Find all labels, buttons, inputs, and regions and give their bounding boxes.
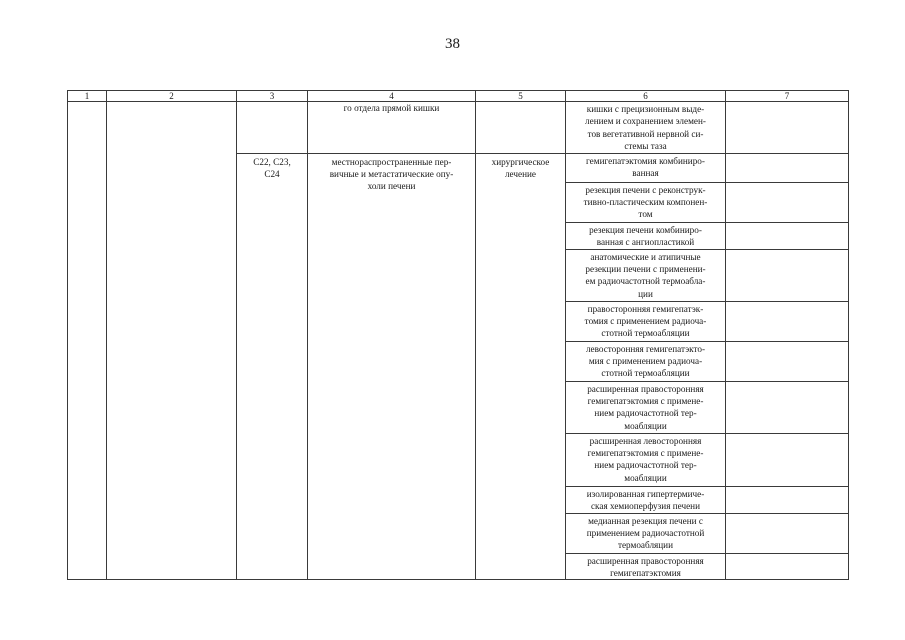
page-number: 38	[445, 36, 460, 52]
treatment-cell	[476, 153, 566, 580]
notes-cell	[726, 513, 849, 553]
method-cell	[566, 486, 726, 513]
method-text: медианная резекция печени с применением радиочастотной термоабляции	[586, 515, 705, 551]
diagnosis-text: местнораспространенные пер- вичные и метастатические опу- холи печени	[329, 156, 454, 192]
treatment-text: хирургическое лечение	[491, 156, 550, 180]
notes-cell	[726, 153, 849, 182]
diagnosis-text: го отдела прямой кишки	[343, 103, 440, 113]
method-text: изолированная гипертермиче- ская хемиоперфузия печени	[586, 488, 705, 512]
method-text: гемигепатэктомия комбиниро- ванная	[586, 155, 705, 179]
notes-cell	[726, 301, 849, 341]
header-cell: 4	[308, 91, 476, 102]
method-text: резекция печени с реконструк- тивно-пластическим компонен- том	[583, 184, 708, 220]
method-text: резекция печени комбиниро- ванная с ангиопластикой	[589, 224, 702, 248]
col2-cell	[107, 102, 237, 580]
codes-cell	[237, 153, 308, 580]
col1-cell	[68, 102, 107, 580]
treatment-table	[67, 90, 849, 580]
codes-cell-continued	[237, 102, 308, 154]
codes-text: C22, C23, C24	[253, 156, 291, 180]
method-text: анатомические и атипичные резекции печени с применени- ем радиочастотной термоабла- ции	[585, 251, 706, 299]
header-cell: 3	[237, 91, 308, 102]
header-cell: 7	[726, 91, 849, 102]
notes-cell	[726, 249, 849, 301]
treatment-cell-continued	[476, 102, 566, 154]
method-cell	[566, 553, 726, 580]
method-cell	[566, 102, 726, 154]
method-text: кишки с прецизионным выде- лением и сохранением элемен- тов вегетативной нервной си- стемы таза	[585, 104, 706, 152]
notes-cell	[726, 222, 849, 249]
notes-cell	[726, 341, 849, 381]
table-row	[68, 102, 849, 154]
header-cell: 2	[107, 91, 237, 102]
header-cell: 5	[476, 91, 566, 102]
diagnosis-cell-continued	[308, 102, 476, 154]
method-cell	[566, 249, 726, 301]
method-cell	[566, 381, 726, 433]
method-text: правосторонняя гемигепатэк- томия с применением радиоча- стотной термоабляции	[584, 303, 707, 339]
method-cell	[566, 513, 726, 553]
method-cell	[566, 222, 726, 249]
method-cell	[566, 153, 726, 182]
method-cell	[566, 341, 726, 381]
notes-cell	[726, 486, 849, 513]
notes-cell	[726, 182, 849, 222]
method-cell	[566, 433, 726, 486]
notes-cell	[726, 433, 849, 486]
method-text: расширенная правосторонняя гемигепатэктомия	[587, 555, 704, 579]
method-text: левосторонняя гемигепатэкто- мия с применением радиоча- стотной термоабляции	[585, 343, 706, 379]
method-cell	[566, 301, 726, 341]
method-cell	[566, 182, 726, 222]
header-cell: 6	[566, 91, 726, 102]
diagnosis-cell	[308, 153, 476, 580]
notes-cell	[726, 553, 849, 580]
header-row	[68, 91, 849, 102]
header-cell: 1	[68, 91, 107, 102]
notes-cell	[726, 102, 849, 154]
method-text: расширенная левосторонняя гемигепатэктомия с примене- нием радиочастотной тер- моабляции	[587, 435, 704, 483]
notes-cell	[726, 381, 849, 433]
method-text: расширенная правосторонняя гемигепатэктомия с примене- нием радиочастотной тер- моабляции	[587, 383, 704, 431]
